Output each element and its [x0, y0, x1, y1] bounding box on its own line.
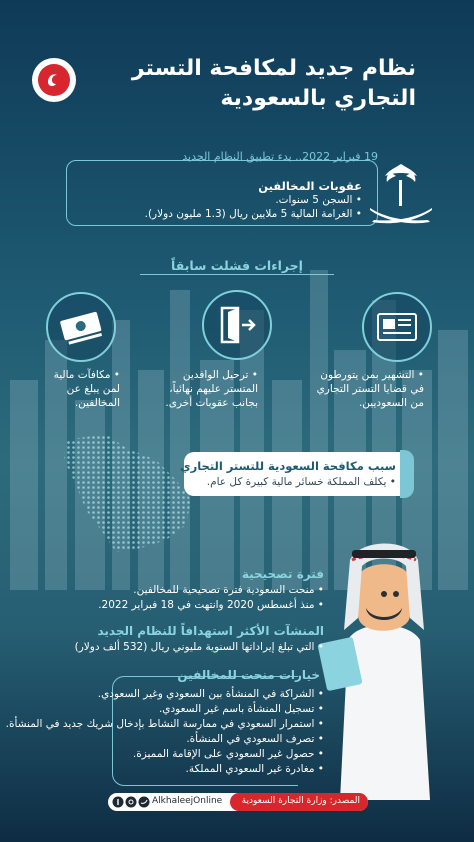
exit-circle — [202, 290, 272, 360]
money-circle — [46, 292, 116, 362]
failed-middle-line2: المتستر عليهم نهائياً، — [169, 383, 258, 395]
logo-icon — [32, 58, 76, 102]
failed-middle-line3: بجانب عقوبات أخرى. — [165, 397, 258, 409]
failed-right-line2: في قضايا التستر التجاري — [316, 383, 424, 395]
failed-right-line1: • التشهير بمن يتورطون — [320, 369, 424, 381]
failed-left-line1: • مكافآت مالية — [53, 369, 120, 381]
facebook-icon — [113, 797, 124, 808]
twitter-icon — [139, 797, 150, 808]
reason-heading: سبب مكافحة السعودية للتستر التجاري — [180, 459, 396, 473]
social-handle[interactable]: AlkhaleejOnline — [152, 796, 223, 806]
grace-item-2: • منذ أغسطس 2020 وانتهت في 18 فبراير 2022. — [98, 599, 324, 611]
page-title-line2: التجاري بالسعودية — [220, 86, 416, 111]
failed-heading: إجراءات فشلت سابقاً — [171, 258, 303, 273]
divider — [140, 274, 334, 275]
page-title-line1: نظام جديد لمكافحة التستر — [131, 56, 416, 81]
penalty-item-2: • الغرامة المالية 5 ملايين ريال (1.3 مليون دولار). — [144, 208, 362, 220]
grace-heading: فترة تصحيحية — [241, 567, 324, 581]
option-item-2: • تسجيل المنشأة باسم غير السعودي. — [158, 703, 324, 715]
option-item-1: • الشراكة في المنشأة بين السعودي وغير السعودي. — [97, 688, 324, 700]
date-line: 19 فبراير 2022.. بدء تطبيق النظام الجديد — [182, 150, 378, 163]
option-item-6: • مغادرة غير السعودي المملكة. — [185, 763, 324, 775]
saudi-map-icon — [46, 430, 196, 560]
exit-door-icon — [204, 292, 270, 358]
failed-left-line2: لمن يبلغ عن — [66, 383, 120, 395]
penalties-heading: عقوبات المخالفين — [258, 179, 362, 193]
targeted-heading: المنشآت الأكثر استهدافاً للنظام الجديد — [97, 624, 324, 638]
failed-middle-line1: • ترحيل الوافدين — [182, 369, 258, 381]
option-item-4: • تصرف السعودي في المنشأة. — [186, 733, 324, 745]
saudi-man-illustration — [318, 520, 448, 800]
footer-bar — [108, 793, 368, 811]
targeted-item-1: • التي تبلغ إيراداتها السنوية مليوني ريال (532 ألف دولار) — [74, 641, 324, 653]
newspaper-circle — [362, 292, 432, 362]
option-item-5: • حصول غير السعودي على الإقامة المميزة. — [132, 748, 324, 760]
options-heading: خيارات منحت للمخالفين — [177, 668, 320, 682]
social-icons — [112, 796, 150, 808]
source-text: المصدر: وزارة التجارة السعودية — [241, 796, 360, 806]
penalty-item-1: • السجن 5 سنوات. — [275, 194, 362, 206]
instagram-icon — [126, 797, 137, 808]
money-icon — [48, 294, 114, 360]
failed-right-line3: من السعوديين. — [358, 397, 424, 409]
newspaper-icon — [364, 294, 430, 360]
failed-left-line3: المخالفين. — [74, 397, 120, 409]
saudi-emblem-icon — [364, 160, 438, 234]
reason-text: • يكلف المملكة خسائر مالية كبيرة كل عام. — [206, 476, 396, 488]
option-item-3: • استمرار السعودي في ممارسة النشاط بإدخال شريك جديد في المنشأة. — [5, 718, 324, 730]
grace-item-1: • منحت السعودية فترة تصحيحية للمخالفين. — [133, 584, 324, 596]
tab-accent — [400, 450, 414, 498]
